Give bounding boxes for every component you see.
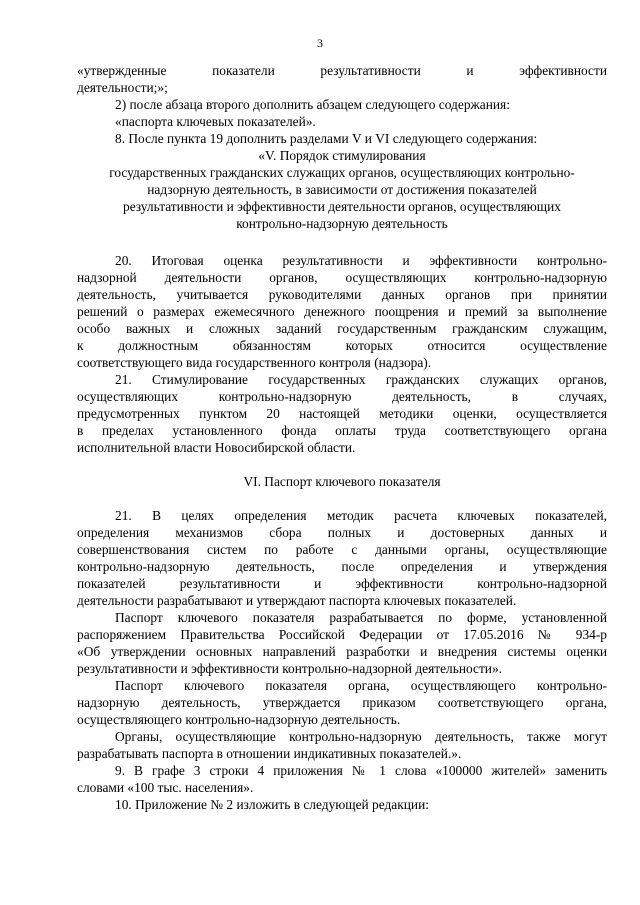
text-line: соответствующего вида государственного контроля (надзора).	[77, 355, 432, 370]
text-line: предусмотренных пунктом 20 настоящей методики оценки, осуществляется	[77, 406, 607, 421]
section-title: государственных гражданских служащих органов, осуществляющих контрольно-	[109, 165, 575, 180]
paragraph-9	[77, 762, 607, 796]
page-number: 3	[317, 36, 323, 50]
text-line: надзорной деятельности органов, осуществляющих контрольно-надзорную	[77, 270, 607, 285]
text-line: Паспорт ключевого показателя разрабатывается по форме, установленной	[115, 610, 607, 625]
section-title: «V. Порядок стимулирования	[258, 148, 426, 163]
paragraph-passport	[77, 609, 607, 677]
text-line: Органы, осуществляющие контрольно-надзорную деятельность, также могут	[115, 729, 607, 744]
paragraph-indicative	[77, 728, 607, 762]
text-line: 8. После пункта 19 дополнить разделами V и VI следующего содержания:	[115, 131, 538, 146]
text-line: «паспорта ключевых показателей».	[115, 114, 316, 129]
text-line: к должностным обязанностям которых относится осуществление	[77, 338, 607, 353]
text-line: деятельности разрабатывают и утверждают паспорта ключевых показателей.	[77, 593, 517, 608]
document-body	[77, 62, 607, 813]
text-line: решений о размерах ежемесячного денежного поощрения и премий за выполнение	[77, 304, 607, 319]
text-line: 20. Итоговая оценка результативности и эффективности контрольно-	[115, 253, 607, 268]
section-title: надзорную деятельность, в зависимости от достижения показателей	[147, 182, 537, 197]
text-line: осуществляющих контрольно-надзорную деятельность, в случаях,	[77, 389, 607, 404]
text-line: результативности и эффективности контрольно-надзорной деятельности».	[77, 661, 503, 676]
text-line: распоряжением Правительства Российской Федерации от 17.05.2016 № 934-р	[77, 627, 607, 642]
text-line: 2) после абзаца второго дополнить абзацем следующего содержания:	[115, 97, 510, 112]
text-line: разрабатывать паспорта в отношении индикативных показателей.».	[77, 746, 462, 761]
paragraph-21b	[77, 507, 607, 609]
text-line: 21. В целях определения методик расчета ключевых показателей,	[115, 508, 607, 523]
paragraph-21a	[77, 371, 607, 456]
text-line: 9. В графе 3 строки 4 приложения № 1 слова «100000 жителей» заменить	[115, 763, 607, 778]
text-line: «Об утверждении основных направлений разработки и внедрения системы оценки	[77, 644, 607, 659]
text-line: в пределах установленного фонда оплаты труда соответствующего органа	[77, 423, 607, 438]
text-line: деятельности;»;	[77, 80, 168, 95]
text-line: 21. Стимулирование государственных гражданских служащих органов,	[115, 372, 607, 387]
paragraph-10: 10. Приложение № 2 изложить в следующей редакции:	[115, 797, 429, 812]
text-line: надзорную деятельность, утверждается приказом соответствующего органа,	[77, 695, 607, 710]
text-line: особо важных и сложных заданий государственным гражданским служащим,	[77, 321, 607, 336]
text-line: показателей результативности и эффективности контрольно-надзорной	[77, 576, 607, 591]
text-line: деятельность, учитывается руководителями данных органов при принятии	[77, 287, 607, 302]
text-line: контрольно-надзорную деятельность, после определения и утверждения	[77, 559, 607, 574]
text-line: исполнительной власти Новосибирской области.	[77, 440, 356, 455]
section-title: результативности и эффективности деятельности органов, осуществляющих	[123, 199, 561, 214]
text-line: осуществляющего контрольно-надзорную деятельность.	[77, 712, 401, 727]
section-title: контрольно-надзорную деятельность	[236, 216, 448, 231]
text-line: словами «100 тыс. населения».	[77, 780, 254, 795]
paragraph-20	[77, 252, 607, 371]
text-line: «утвержденные показатели результативности и эффективности	[77, 63, 607, 78]
text-line: Паспорт ключевого показателя органа, осуществляющего контрольно-	[115, 678, 607, 693]
text-line: совершенствования систем по работе с данными органы, осуществляющие	[77, 542, 607, 557]
paragraph-approve	[77, 677, 607, 728]
section-6-title: VI. Паспорт ключевого показателя	[243, 474, 441, 489]
text-line: определения механизмов сбора полных и достоверных данных и	[77, 525, 607, 540]
